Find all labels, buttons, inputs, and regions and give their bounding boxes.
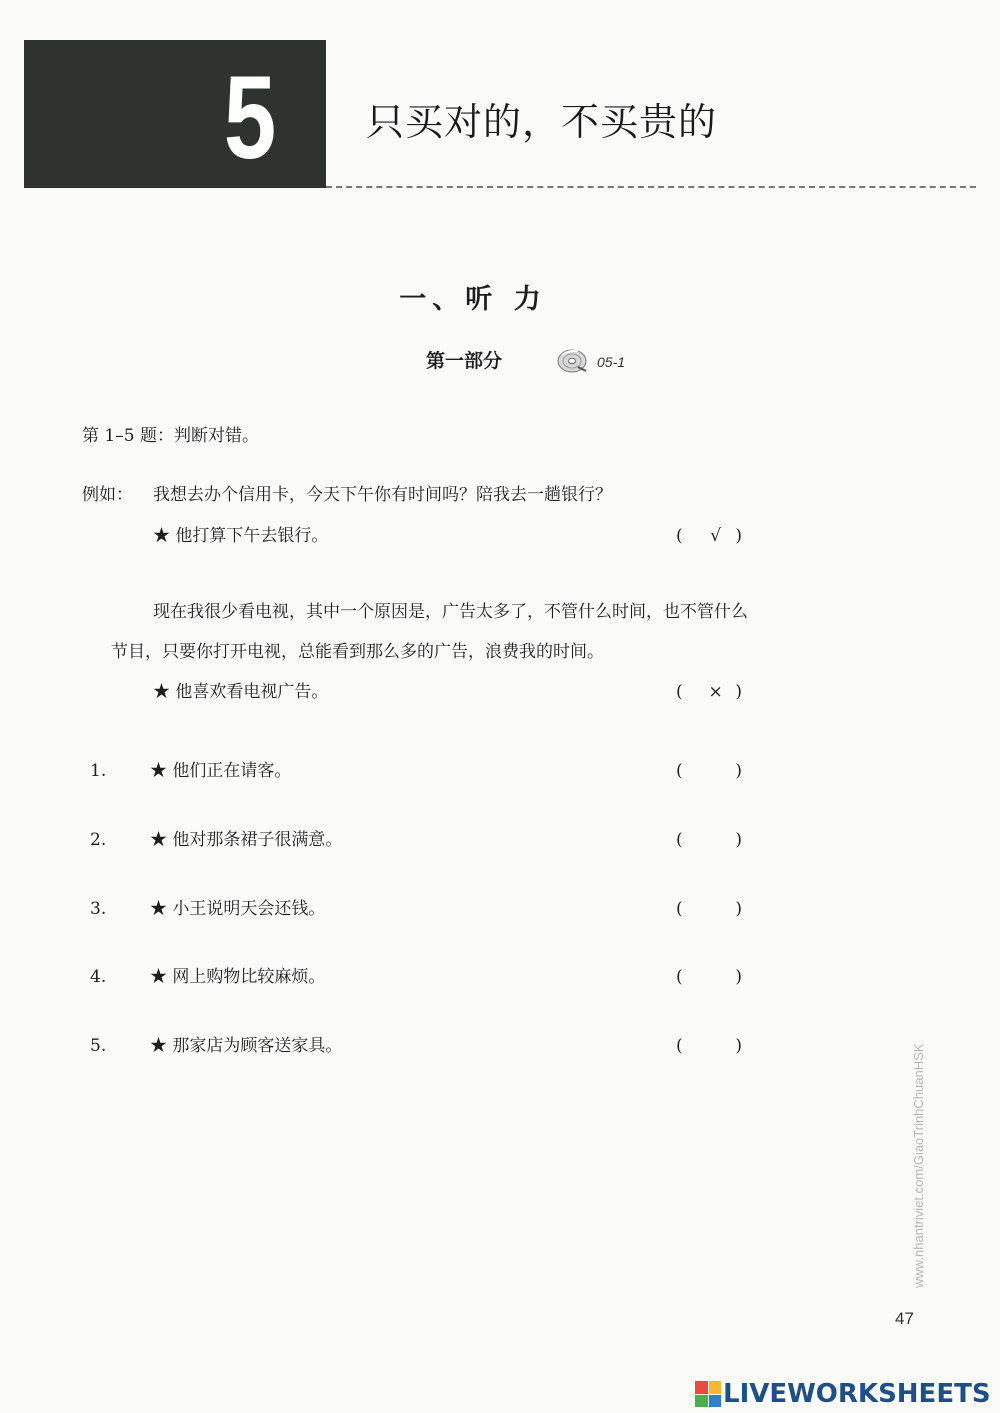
passage-line: 现在我很少看电视，其中一个原因是，广告太多了，不管什么时间，也不管什么: [153, 602, 748, 622]
example-statement: ★ 他打算下午去银行。: [153, 526, 329, 546]
example-answer-box: [676, 523, 742, 549]
question-number: 5.: [90, 1036, 107, 1056]
page-number: 47: [895, 1309, 914, 1328]
question-statement: ★ 网上购物比较麻烦。: [150, 967, 326, 987]
paren-close: ): [735, 830, 742, 850]
answer-box[interactable]: [676, 1033, 746, 1059]
question-statement: ★ 那家店为顾客送家具。: [150, 1036, 343, 1056]
answer-box[interactable]: [676, 827, 746, 853]
question-number: 1.: [90, 761, 107, 781]
liveworksheets-brand[interactable]: [695, 1377, 991, 1411]
cd-audio-icon[interactable]: [556, 347, 590, 375]
passage-line: 节目，只要你打开电视，总能看到那么多的广告，浪费我的时间。: [111, 642, 604, 662]
example-answer-mark: √: [710, 526, 722, 546]
paren-open: (: [676, 682, 683, 702]
section-title: 一、听 力: [399, 284, 547, 315]
passage-statement: ★ 他喜欢看电视广告。: [153, 682, 329, 702]
paren-close: ): [735, 1036, 742, 1056]
brand-text: LIVEWORKSHEETS: [723, 1379, 991, 1409]
header-dashed-divider: [326, 186, 976, 188]
paren-close: ): [735, 526, 742, 546]
paren-open: (: [676, 830, 683, 850]
passage-answer-mark: ×: [708, 682, 723, 702]
question-statement: ★ 小王说明天会还钱。: [150, 899, 326, 919]
part-title: 第一部分: [426, 350, 503, 372]
paren-open: (: [676, 899, 683, 919]
question-number: 2.: [90, 830, 107, 850]
liveworksheets-logo-icon: [695, 1381, 721, 1407]
track-label: 05-1: [597, 354, 626, 370]
paren-close: ): [735, 761, 742, 781]
example-dialogue: 我想去办个信用卡，今天下午你有时间吗？陪我去一趟银行？: [153, 485, 612, 505]
paren-open: (: [676, 1036, 683, 1056]
answer-box[interactable]: [676, 964, 746, 990]
paren-close: ): [735, 967, 742, 987]
question-number: 3.: [90, 899, 107, 919]
paren-open: (: [676, 526, 683, 546]
paren-open: (: [676, 761, 683, 781]
question-statement: ★ 他们正在请客。: [150, 761, 292, 781]
paren-close: ): [735, 899, 742, 919]
chapter-title: 只买对的，不买贵的: [366, 100, 718, 144]
instruction-text: 第 1–5 题：判断对错。: [82, 426, 259, 446]
example-label: 例如：: [82, 485, 133, 505]
passage-answer-box: [676, 679, 742, 705]
paren-close: ): [735, 682, 742, 702]
answer-box[interactable]: [676, 758, 746, 784]
question-statement: ★ 他对那条裙子很满意。: [150, 830, 343, 850]
answer-box[interactable]: [676, 896, 746, 922]
side-watermark: www.nhantriviet.com/GiaoTrinhChuanHSK: [911, 1043, 926, 1288]
chapter-number: 5: [223, 52, 277, 184]
paren-open: (: [676, 967, 683, 987]
question-number: 4.: [90, 967, 107, 987]
